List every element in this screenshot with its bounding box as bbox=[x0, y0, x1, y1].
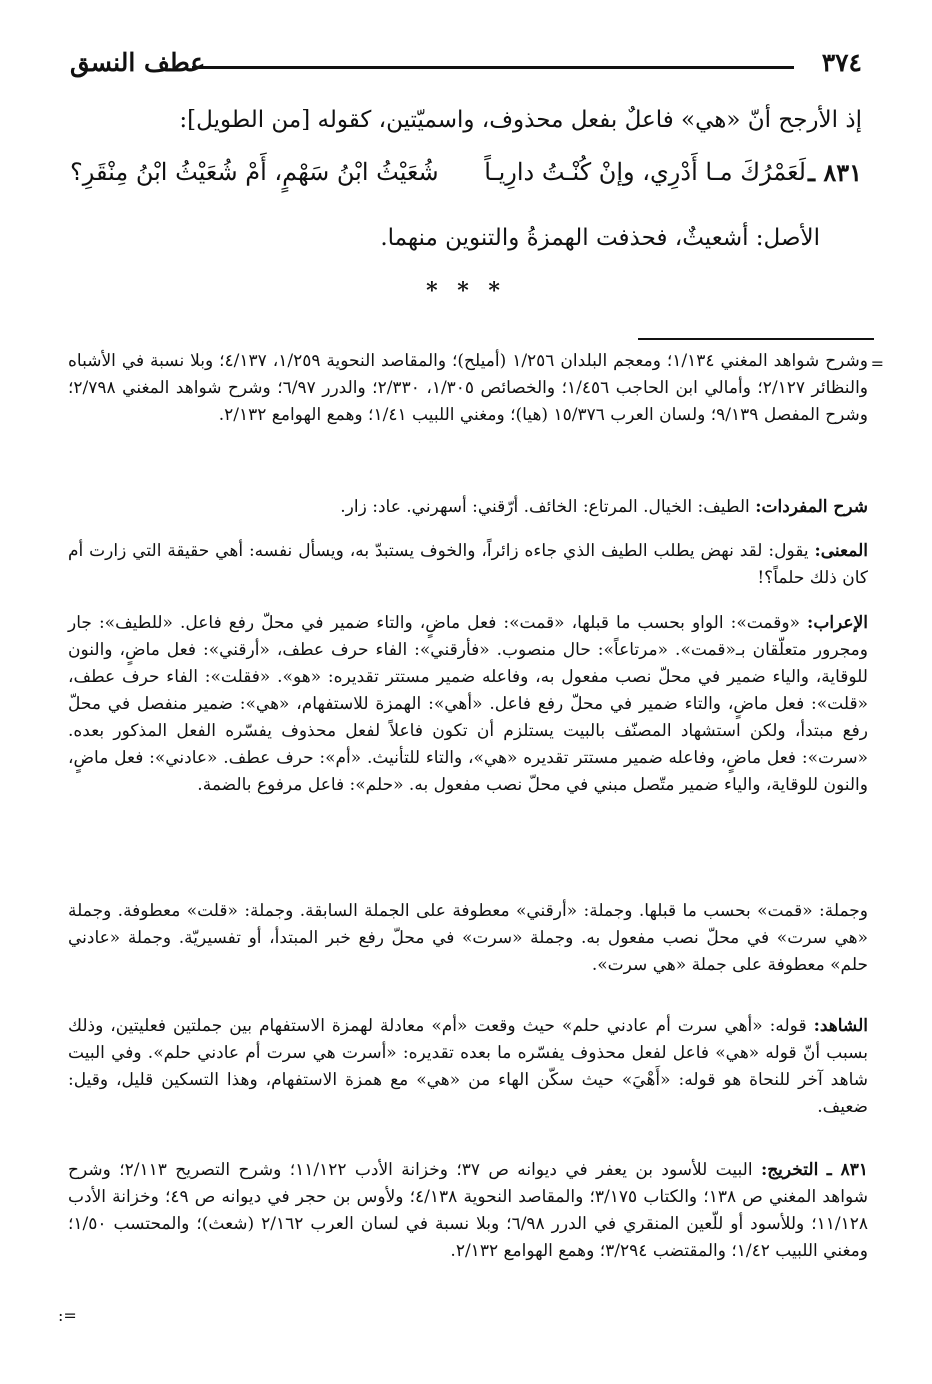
header-rule bbox=[192, 66, 794, 69]
sources-continued: وشرح شواهد المغني ١/١٣٤؛ ومعجم البلدان ١/٢٥٦ (أميلح)؛ والمقاصد النحوية ١/٢٥٩، ٤/١٣٧؛ وبلا نسبة في الأشباه والنظائر ٢/١٢٧؛ وأمالي ابن الحاجب ١/٤٥٦؛ والخصائص ١/٣٠٥، ٢/٣٣٠؛ والدرر ٦/٩٧؛ وشرح شواهد المغني ٢/٧٩٨؛ وشرح المفصل ٩/١٣٩؛ ولسان العرب ١٥/٣٧٦ (هيا)؛ ومغني اللبيب ١/٤١؛ وهمع الهوامع ٢/١٣٢. bbox=[68, 351, 869, 425]
evidence-paragraph bbox=[68, 1013, 868, 1121]
meaning-text: يقول: لقد نهض يطلب الطيف الذي جاءه زائراً، والخوف يستبدّ به، ويسأل نفسه: أهي حقيقة التي زارت أم كان ذلك حلماً؟! bbox=[68, 541, 868, 588]
evidence-text: قوله: «أهي سرت أم عادني حلم» حيث وقعت «أم» معادلة لهمزة الاستفهام بين جملتين فعليتين، وذلك بسبب أنّ قوله «هي» فاعل لفعل محذوف يفسّره ما بعده تقديره: «أسرت هي سرت أم عادني حلم». وفي البيت شاهد آخر للنحاة هو قوله: «أَهْيَ» حيث سكّن الهاء من «هي» مع همزة الاستفهام، وهذا التسكين قليل، وقيل: ضعيف. bbox=[68, 1016, 868, 1117]
irab-paragraph bbox=[68, 610, 868, 799]
irab-label: الإعراب: bbox=[807, 613, 868, 633]
running-header bbox=[70, 48, 862, 88]
continues-marker: =: bbox=[58, 1306, 77, 1325]
takhrij-text: البيت للأسود بن يعفر في ديوانه ص ٣٧؛ وخزانة الأدب ١١/١٢٢؛ وشرح التصريح ٢/١١٣؛ وشرح شواهد المغني ص ١٣٨؛ والكتاب ٣/١٧٥؛ والمقاصد النحوية ٤/١٣٨؛ ولأوس بن حجر في ديوانه ص ٤٩؛ وخزانة الأدب ١١/١٢٨؛ وللأسود أو للّعين المنقري في الدرر ٦/٩٨؛ وبلا نسبة في لسان العرب ٢/١٦٢ (شعث)؛ والمحتسب ١/٥٠؛ ومغني اللبيب ١/٤٢؛ والمقتضب ٣/٢٩٤؛ وهمع الهوامع ٢/١٣٢. bbox=[68, 1160, 869, 1261]
footnote-rule bbox=[638, 338, 874, 340]
meaning-paragraph bbox=[68, 538, 868, 592]
vocabulary-label: شرح المفردات: bbox=[755, 497, 868, 517]
verse-line bbox=[70, 158, 862, 202]
vocabulary-text: الطيف: الخيال. المرتاع: الخائف. أرّقني: أسهرني. عاد: زار. bbox=[340, 497, 750, 517]
takhrij-paragraph bbox=[68, 1157, 868, 1265]
continuation-marker: = bbox=[870, 354, 884, 373]
chapter-title: عطف النسق bbox=[70, 48, 206, 77]
takhrij-number: ٨٣١ ـ bbox=[826, 1160, 868, 1180]
verse-note: الأصل: أشعيثٌ، فحذفت الهمزةُ والتنوين منهما. bbox=[380, 225, 820, 251]
vocabulary-paragraph bbox=[68, 494, 868, 521]
irab-text: «وقمت»: الواو بحسب ما قبلها، «قمت»: فعل ماضٍ، والتاء ضمير في محلّ رفع فاعل. «للطيف»: جار ومجرور متعلّقان بـ«قمت». «مرتاعاً»: حال منصوب. «فأرقني»: الفاء حرف عطف، «أرقني»: فعل ماضٍ، والنون للوقاية، والياء ضمير في محلّ نصب مفعول به، وفاعله ضمير مستتر تقديره: «هو». «فقلت»: الفاء حرف عطف، «قلت»: فعل ماضٍ، والتاء ضمير في محلّ رفع فاعل. «أهي»: الهمزة للاستفهام، «هي»: ضمير منفصل في محلّ رفع مبتدأ، ولكن استشهاد المصنّف بالبيت يستلزم أن تكون فاعلاً لفعل محذوف يفسّره الفعل المذكور بعده. «سرت»: فعل ماضٍ، وفاعله ضمير مستتر تقديره «هي»، والتاء للتأنيث. «أم»: حرف عطف. «عادني»: فعل ماضٍ، والنون للوقاية، والياء ضمير متّصل مبني في محلّ نصب مفعول به. «حلم»: فاعل مرفوع بالضمة. bbox=[68, 613, 868, 795]
sentences-paragraph: وجملة: «قمت» بحسب ما قبلها. وجملة: «أرقني» معطوفة على الجملة السابقة. وجملة: «قلت» معطوفة. وجملة «هي سرت» في محلّ نصب مفعول به. وجملة «سرت» في محلّ رفع خبر المبتدأ، أو تفسيريّة. وجملة «عادني حلم» معطوفة على جملة «هي سرت». bbox=[68, 901, 868, 975]
verse-number: ٨٣١ ـ bbox=[807, 158, 862, 187]
section-separator: * * * bbox=[426, 278, 506, 304]
page-number: ٣٧٤ bbox=[821, 48, 862, 77]
evidence-label: الشاهد: bbox=[813, 1016, 869, 1036]
intro-line: إذ الأرجح أنّ «هي» فاعلٌ بفعل محذوف، واسميّتين، كقوله [من الطويل]: bbox=[179, 107, 862, 133]
verse-first-hemistich: لَعَمْرُكَ مـا أَدْرِي، وإنْ كُنْـتُ دارِيـاً bbox=[484, 158, 806, 186]
verse-second-hemistich: شُعَيْثُ ابْنُ سَهْمٍ، أَمْ شُعَيْثُ ابْنُ مِنْقَرِ؟ bbox=[70, 158, 439, 186]
meaning-label: المعنى: bbox=[814, 541, 868, 561]
takhrij-label: التخريج: bbox=[760, 1160, 819, 1180]
